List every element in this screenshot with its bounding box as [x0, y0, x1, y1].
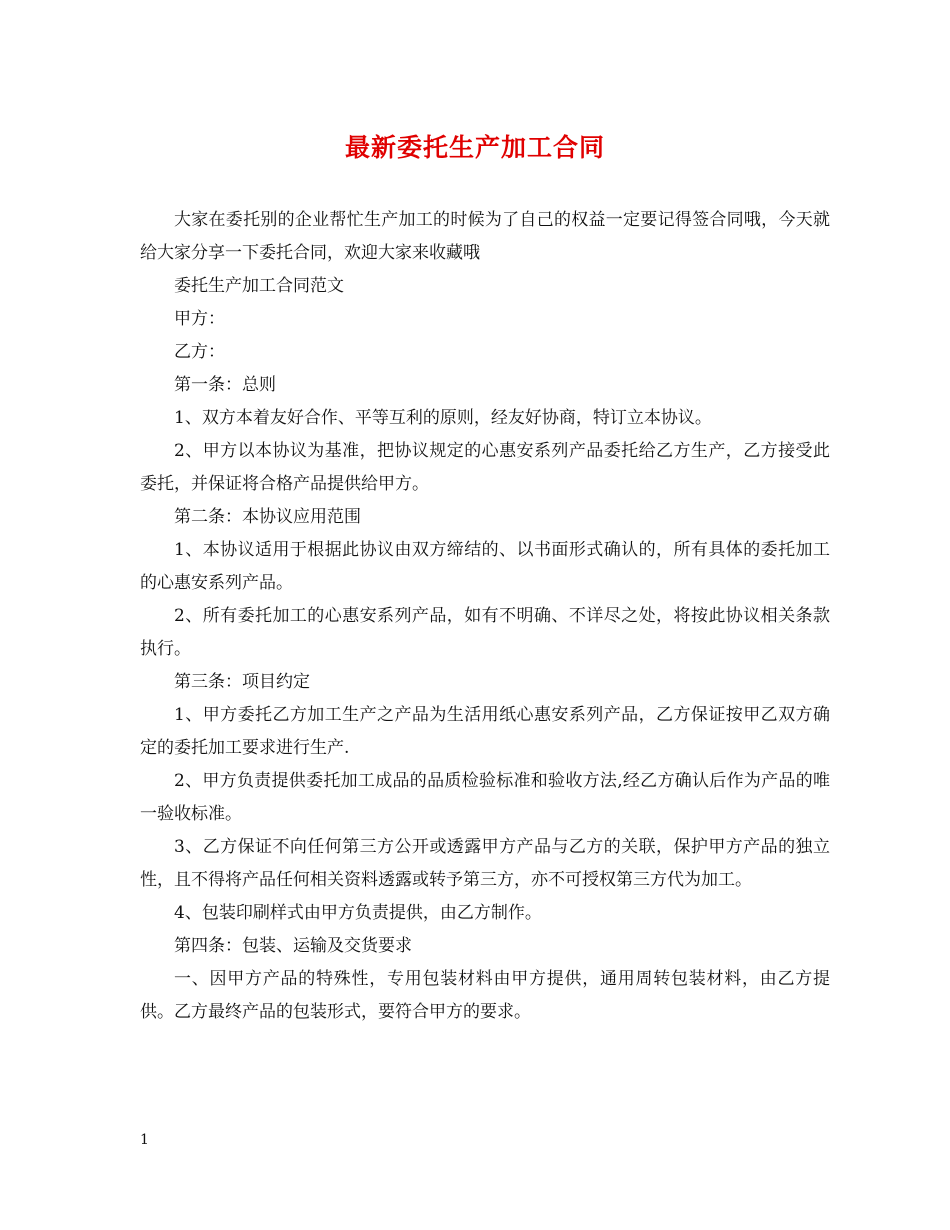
paragraph: 1、本协议适用于根据此协议由双方缔结的、以书面形式确认的，所有具体的委托加工的心惠安系列产品。: [140, 540, 830, 593]
section-heading: 第四条：包装、运输及交货要求: [174, 936, 412, 956]
paragraph: 委托生产加工合同范文: [174, 276, 344, 296]
paragraph: 1、甲方委托乙方加工生产之产品为生活用纸心惠安系列产品，乙方保证按甲乙双方确定的委托加工要求进行生产.: [140, 705, 830, 758]
document-title: 最新委托生产加工合同: [344, 133, 605, 162]
paragraph: 3、乙方保证不向任何第三方公开或透露甲方产品与乙方的关联，保护甲方产品的独立性，且不得将产品任何相关资料透露或转予第三方，亦不可授权第三方代为加工。: [140, 837, 830, 890]
paragraph: 乙方：: [174, 342, 225, 362]
section-heading: 第一条：总则: [174, 375, 276, 395]
paragraph: 2、甲方负责提供委托加工成品的品质检验标准和验收方法,经乙方确认后作为产品的唯一验收标准。: [140, 771, 830, 824]
paragraph: 2、所有委托加工的心惠安系列产品，如有不明确、不详尽之处，将按此协议相关条款执行。: [140, 606, 830, 659]
section-heading: 第三条：项目约定: [174, 672, 310, 692]
paragraph: 4、包装印刷样式由甲方负责提供，由乙方制作。: [174, 903, 542, 923]
paragraph: 2、甲方以本协议为基准，把协议规定的心惠安系列产品委托给乙方生产，乙方接受此委托，并保证将合格产品提供给甲方。: [140, 441, 830, 494]
paragraph: 1、双方本着友好合作、平等互利的原则，经友好协商，特订立本协议。: [174, 408, 712, 428]
page-number: 1: [140, 1132, 149, 1148]
paragraph: 大家在委托别的企业帮忙生产加工的时候为了自己的权益一定要记得签合同哦，今天就给大家分享一下委托合同，欢迎大家来收藏哦: [140, 210, 830, 263]
section-heading: 第二条：本协议应用范围: [174, 507, 361, 527]
paragraph: 一、因甲方产品的特殊性，专用包装材料由甲方提供，通用周转包装材料，由乙方提供。乙方最终产品的包装形式，要符合甲方的要求。: [140, 969, 830, 1022]
document-body: [140, 204, 830, 1029]
paragraph: 甲方：: [174, 309, 225, 329]
